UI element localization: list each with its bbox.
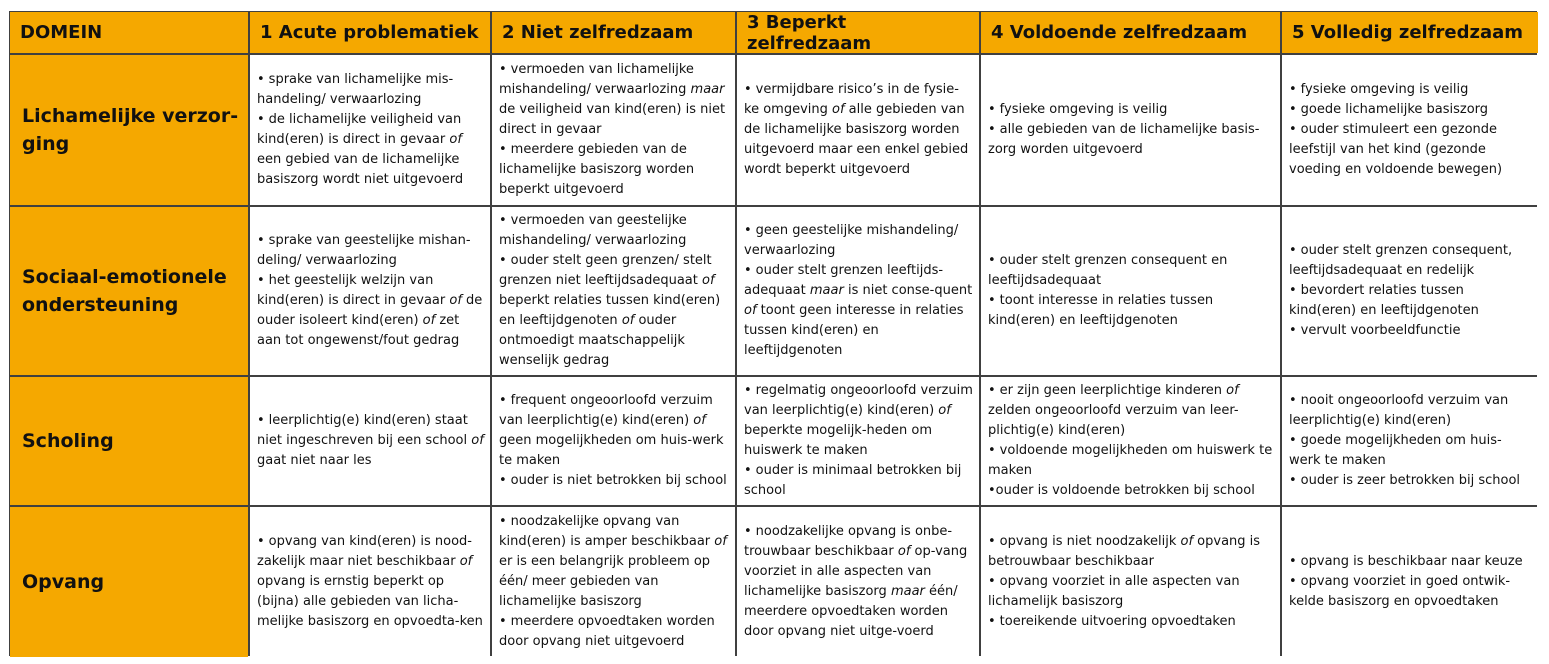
bullet-icon: • — [988, 443, 996, 458]
bullet-icon: • — [499, 213, 507, 228]
criteria-item — [499, 140, 729, 200]
bullet-icon: • — [499, 393, 507, 408]
criteria-text: vermijdbare risico’s in de fysie-ke omgeving — [744, 82, 959, 117]
criteria-text: ouder is minimaal betrokken bij school — [744, 463, 962, 498]
criteria-item — [744, 461, 973, 501]
criteria-item — [988, 572, 1274, 612]
criteria-item — [988, 100, 1274, 120]
criteria-text: ouder ontmoedigt maatschappelijk wenselijk gedrag — [499, 313, 685, 368]
level-5-cell — [1282, 507, 1538, 657]
criteria-item — [257, 231, 484, 271]
criteria-list — [744, 80, 973, 180]
criteria-text: noodzakelijke opvang van kind(eren) is amper beschikbaar — [499, 514, 715, 549]
domain-label: Lichamelijke verzor-ging — [10, 55, 248, 205]
criteria-text: ouder is voldoende betrokken bij school — [995, 483, 1255, 498]
bullet-icon: • — [988, 122, 996, 137]
domain-label: Opvang — [10, 507, 248, 657]
criteria-text: bevordert relaties tussen kind(eren) en leeftijdgenoten — [1289, 283, 1479, 318]
level-1-cell — [250, 377, 490, 505]
criteria-item — [988, 381, 1274, 441]
header-domein: DOMEIN — [10, 12, 248, 53]
bullet-icon: • — [499, 514, 507, 529]
criteria-text: ouder stelt grenzen consequent, leeftijdsadequaat en redelijk — [1289, 243, 1513, 278]
criteria-text: opvang is ernstig beperkt op (bijna) alle gebieden van licha-melijke basiszorg en opvoedta-ken — [257, 574, 483, 629]
level-4-cell — [981, 377, 1280, 505]
criteria-text: goede mogelijkheden om huis-werk te maken — [1289, 433, 1502, 468]
criteria-item — [499, 512, 729, 612]
criteria-text: fysieke omgeving is veilig — [999, 102, 1168, 117]
criteria-text: fysieke omgeving is veilig — [1300, 82, 1469, 97]
criteria-text: de ouder isoleert kind(eren) — [257, 293, 483, 328]
criteria-list — [1289, 241, 1532, 341]
domain-label: Scholing — [10, 377, 248, 505]
bullet-icon: • — [1289, 122, 1297, 137]
criteria-list — [744, 522, 973, 642]
bullet-icon: • — [988, 534, 996, 549]
emphasis-text: of — [621, 313, 635, 328]
bullet-icon: • — [1289, 393, 1297, 408]
criteria-item — [988, 441, 1274, 481]
emphasis-text: maar — [890, 584, 925, 599]
criteria-text: er zijn geen leerplichtige kinderen — [999, 383, 1227, 398]
bullet-icon: • — [744, 524, 752, 539]
criteria-text: ouder stelt grenzen consequent en leeftijdsadequaat — [988, 253, 1228, 288]
bullet-icon: • — [744, 223, 752, 238]
criteria-text: meerdere gebieden van de lichamelijke basiszorg worden beperkt uitgevoerd — [499, 142, 695, 197]
criteria-text: toereikende uitvoering opvoedtaken — [999, 614, 1236, 629]
emphasis-text: of — [897, 544, 911, 559]
criteria-text: de veiligheid van kind(eren) is niet direct in gevaar — [499, 102, 726, 137]
header-level-4: 4 Voldoende zelfredzaam — [981, 12, 1280, 53]
bullet-icon: • — [1289, 554, 1297, 569]
bullet-icon: • — [988, 102, 996, 117]
criteria-list — [1289, 80, 1532, 180]
bullet-icon: • — [257, 72, 265, 87]
criteria-text: opvang voorziet in alle aspecten van lichamelijk basiszorg — [988, 574, 1240, 609]
criteria-item — [1289, 281, 1532, 321]
emphasis-text: of — [1180, 534, 1194, 549]
criteria-text: gaat niet naar les — [257, 453, 372, 468]
criteria-text: ouder stelt geen grenzen/ stelt grenzen niet leeftijdsadequaat — [499, 253, 712, 288]
bullet-icon: • — [744, 263, 752, 278]
criteria-item — [499, 60, 729, 140]
header-level-1: 1 Acute problematiek — [250, 12, 490, 53]
criteria-text: ouder stelt grenzen leeftijds-adequaat — [744, 263, 944, 298]
criteria-item — [744, 522, 973, 642]
criteria-text: leerplichtig(e) kind(eren) staat niet ingeschreven bij een school — [257, 413, 472, 448]
criteria-text: toont interesse in relaties tussen kind(eren) en leeftijdgenoten — [988, 293, 1214, 328]
criteria-text: alle gebieden van de lichamelijke basiszorg worden uitgevoerd maar een enkel gebied wordt beperkt uitgevoerd — [744, 102, 969, 177]
criteria-text: frequent ongeoorloofd verzuim van leerplichtig(e) kind(eren) — [499, 393, 713, 428]
criteria-text: één/ meerdere opvoedtaken worden door opvang niet uitge-voerd — [744, 584, 958, 639]
criteria-list — [499, 512, 729, 652]
level-2-cell — [492, 507, 735, 657]
criteria-text: opvang van kind(eren) is nood-zakelijk maar niet beschikbaar — [257, 534, 472, 569]
criteria-text: opvang is beschikbaar naar keuze — [1300, 554, 1523, 569]
criteria-text: toont geen interesse in relaties tussen kind(eren) en leeftijdgenoten — [744, 303, 964, 358]
criteria-item — [1289, 391, 1532, 431]
level-3-cell — [737, 55, 979, 205]
criteria-list — [257, 532, 484, 632]
zelfredzaamheid-matrix-table — [9, 11, 1537, 656]
criteria-item — [499, 471, 729, 491]
level-4-cell — [981, 207, 1280, 375]
criteria-text: geen mogelijkheden om huis-werk te maken — [499, 433, 724, 468]
emphasis-text: of — [702, 273, 715, 288]
criteria-item — [988, 120, 1274, 160]
header-level-5: 5 Volledig zelfredzaam — [1282, 12, 1538, 53]
criteria-item — [988, 612, 1274, 632]
criteria-text: beperkt relaties tussen kind(eren) en leeftijdgenoten — [499, 293, 721, 328]
level-5-cell — [1282, 207, 1538, 375]
criteria-text: zelden ongeoorloofd verzuim van leer-plichtig(e) kind(eren) — [988, 403, 1239, 438]
emphasis-text: of — [744, 303, 757, 318]
bullet-icon: • — [257, 233, 265, 248]
criteria-text: er is een belangrijk probleem op één/ meer gebieden van lichamelijke basiszorg — [499, 554, 711, 609]
criteria-text: is niet conse-quent — [843, 283, 973, 298]
criteria-item — [744, 261, 973, 361]
criteria-item — [1289, 431, 1532, 471]
criteria-text: ouder is zeer betrokken bij school — [1300, 473, 1521, 488]
bullet-icon: • — [988, 253, 996, 268]
criteria-item — [499, 251, 729, 371]
bullet-icon: • — [988, 483, 996, 498]
emphasis-text: maar — [690, 82, 725, 97]
criteria-list — [744, 381, 973, 501]
bullet-icon: • — [499, 142, 507, 157]
criteria-list — [499, 60, 729, 200]
criteria-list — [257, 411, 484, 471]
criteria-text: ouder is niet betrokken bij school — [510, 473, 727, 488]
emphasis-text: of — [938, 403, 951, 418]
criteria-text: op-vang voorziet in alle aspecten van lichamelijke basiszorg — [744, 544, 968, 599]
criteria-text: sprake van lichamelijke mis-handeling/ verwaarlozing — [257, 72, 454, 107]
criteria-text: vermoeden van lichamelijke mishandeling/ verwaarlozing — [499, 62, 694, 97]
criteria-item — [257, 70, 484, 110]
criteria-item — [988, 481, 1274, 501]
header-level-2: 2 Niet zelfredzaam — [492, 12, 735, 53]
criteria-item — [1289, 241, 1532, 281]
emphasis-text: of — [832, 102, 845, 117]
criteria-item — [744, 381, 973, 461]
level-3-cell — [737, 507, 979, 657]
bullet-icon: • — [499, 473, 507, 488]
emphasis-text: of — [449, 293, 462, 308]
level-2-cell — [492, 55, 735, 205]
level-3-cell — [737, 207, 979, 375]
bullet-icon: • — [1289, 243, 1297, 258]
criteria-text: de lichamelijke veiligheid van kind(eren) is direct in gevaar — [257, 112, 462, 147]
criteria-text: nooit ongeoorloofd verzuim van leerplichtig(e) kind(eren) — [1289, 393, 1509, 428]
criteria-text: beperkte mogelijk-heden om huiswerk te maken — [744, 423, 932, 458]
criteria-list — [257, 231, 484, 351]
criteria-item — [1289, 471, 1532, 491]
criteria-item — [257, 271, 484, 351]
criteria-item — [499, 211, 729, 251]
bullet-icon: • — [1289, 323, 1297, 338]
criteria-text: opvang is betrouwbaar beschikbaar — [988, 534, 1261, 569]
emphasis-text: of — [693, 413, 706, 428]
criteria-text: ouder stimuleert een gezonde leefstijl van het kind (gezonde voeding en voldoende bewegen) — [1289, 122, 1503, 177]
criteria-item — [988, 291, 1274, 331]
bullet-icon: • — [988, 293, 996, 308]
criteria-list — [988, 532, 1274, 632]
criteria-text: voldoende mogelijkheden om huiswerk te maken — [988, 443, 1273, 478]
bullet-icon: • — [988, 574, 996, 589]
criteria-item — [257, 532, 484, 632]
bullet-icon: • — [257, 534, 265, 549]
criteria-text: opvang voorziet in goed ontwik-kelde basiszorg en opvoedtaken — [1289, 574, 1511, 609]
bullet-icon: • — [499, 62, 507, 77]
header-level-3: 3 Beperkt zelfredzaam — [737, 12, 979, 53]
criteria-list — [1289, 391, 1532, 491]
criteria-text: zet aan tot ongewenst/fout gedrag — [257, 313, 460, 348]
criteria-text: meerdere opvoedtaken worden door opvang niet uitgevoerd — [499, 614, 715, 649]
level-1-cell — [250, 207, 490, 375]
bullet-icon: • — [499, 614, 507, 629]
level-1-cell — [250, 507, 490, 657]
bullet-icon: • — [1289, 283, 1297, 298]
criteria-list — [499, 391, 729, 491]
criteria-list — [988, 100, 1274, 160]
criteria-item — [257, 411, 484, 471]
criteria-list — [499, 211, 729, 371]
bullet-icon: • — [499, 253, 507, 268]
level-2-cell — [492, 207, 735, 375]
bullet-icon: • — [1289, 574, 1297, 589]
criteria-text: geen geestelijke mishandeling/ verwaarlozing — [744, 223, 959, 258]
criteria-text: het geestelijk welzijn van kind(eren) is direct in gevaar — [257, 273, 450, 308]
criteria-text: een gebied van de lichamelijke basiszorg wordt niet uitgevoerd — [257, 152, 464, 187]
criteria-text: vermoeden van geestelijke mishandeling/ verwaarlozing — [499, 213, 687, 248]
domain-label: Sociaal-emotionele ondersteuning — [10, 207, 248, 375]
emphasis-text: of — [471, 433, 484, 448]
criteria-text: opvang is niet noodzakelijk — [999, 534, 1181, 549]
bullet-icon: • — [744, 463, 752, 478]
criteria-text: sprake van geestelijke mishan-deling/ verwaarlozing — [257, 233, 471, 268]
criteria-item — [988, 532, 1274, 572]
emphasis-text: of — [422, 313, 436, 328]
bullet-icon: • — [744, 383, 752, 398]
level-3-cell — [737, 377, 979, 505]
emphasis-text: of — [714, 534, 727, 549]
level-2-cell — [492, 377, 735, 505]
bullet-icon: • — [257, 273, 265, 288]
bullet-icon: • — [1289, 473, 1297, 488]
bullet-icon: • — [988, 383, 996, 398]
criteria-list — [744, 221, 973, 361]
criteria-text: vervult voorbeeldfunctie — [1300, 323, 1461, 338]
bullet-icon: • — [1289, 82, 1297, 97]
emphasis-text: maar — [809, 283, 844, 298]
level-4-cell — [981, 507, 1280, 657]
level-5-cell — [1282, 55, 1538, 205]
criteria-item — [1289, 572, 1532, 612]
emphasis-text: of — [1226, 383, 1239, 398]
criteria-item — [988, 251, 1274, 291]
criteria-text: goede lichamelijke basiszorg — [1300, 102, 1489, 117]
bullet-icon: • — [257, 413, 265, 428]
bullet-icon: • — [1289, 102, 1297, 117]
criteria-text: alle gebieden van de lichamelijke basis-zorg worden uitgevoerd — [988, 122, 1260, 157]
level-4-cell — [981, 55, 1280, 205]
criteria-item — [499, 612, 729, 652]
criteria-list — [257, 70, 484, 190]
emphasis-text: of — [459, 554, 473, 569]
criteria-item — [744, 80, 973, 180]
bullet-icon: • — [988, 614, 996, 629]
criteria-list — [988, 251, 1274, 331]
level-1-cell — [250, 55, 490, 205]
criteria-item — [1289, 552, 1532, 572]
criteria-text: regelmatig ongeoorloofd verzuim van leerplichtig(e) kind(eren) — [744, 383, 973, 418]
bullet-icon: • — [257, 112, 265, 127]
bullet-icon: • — [1289, 433, 1297, 448]
criteria-item — [1289, 100, 1532, 120]
criteria-item — [1289, 120, 1532, 180]
bullet-icon: • — [744, 82, 752, 97]
criteria-item — [744, 221, 973, 261]
level-5-cell — [1282, 377, 1538, 505]
emphasis-text: of — [449, 132, 462, 147]
criteria-list — [1289, 552, 1532, 612]
criteria-item — [1289, 321, 1532, 341]
criteria-item — [257, 110, 484, 190]
criteria-item — [499, 391, 729, 471]
criteria-list — [988, 381, 1274, 501]
criteria-text: noodzakelijke opvang is onbe-trouwbaar beschikbaar — [744, 524, 953, 559]
criteria-item — [1289, 80, 1532, 100]
